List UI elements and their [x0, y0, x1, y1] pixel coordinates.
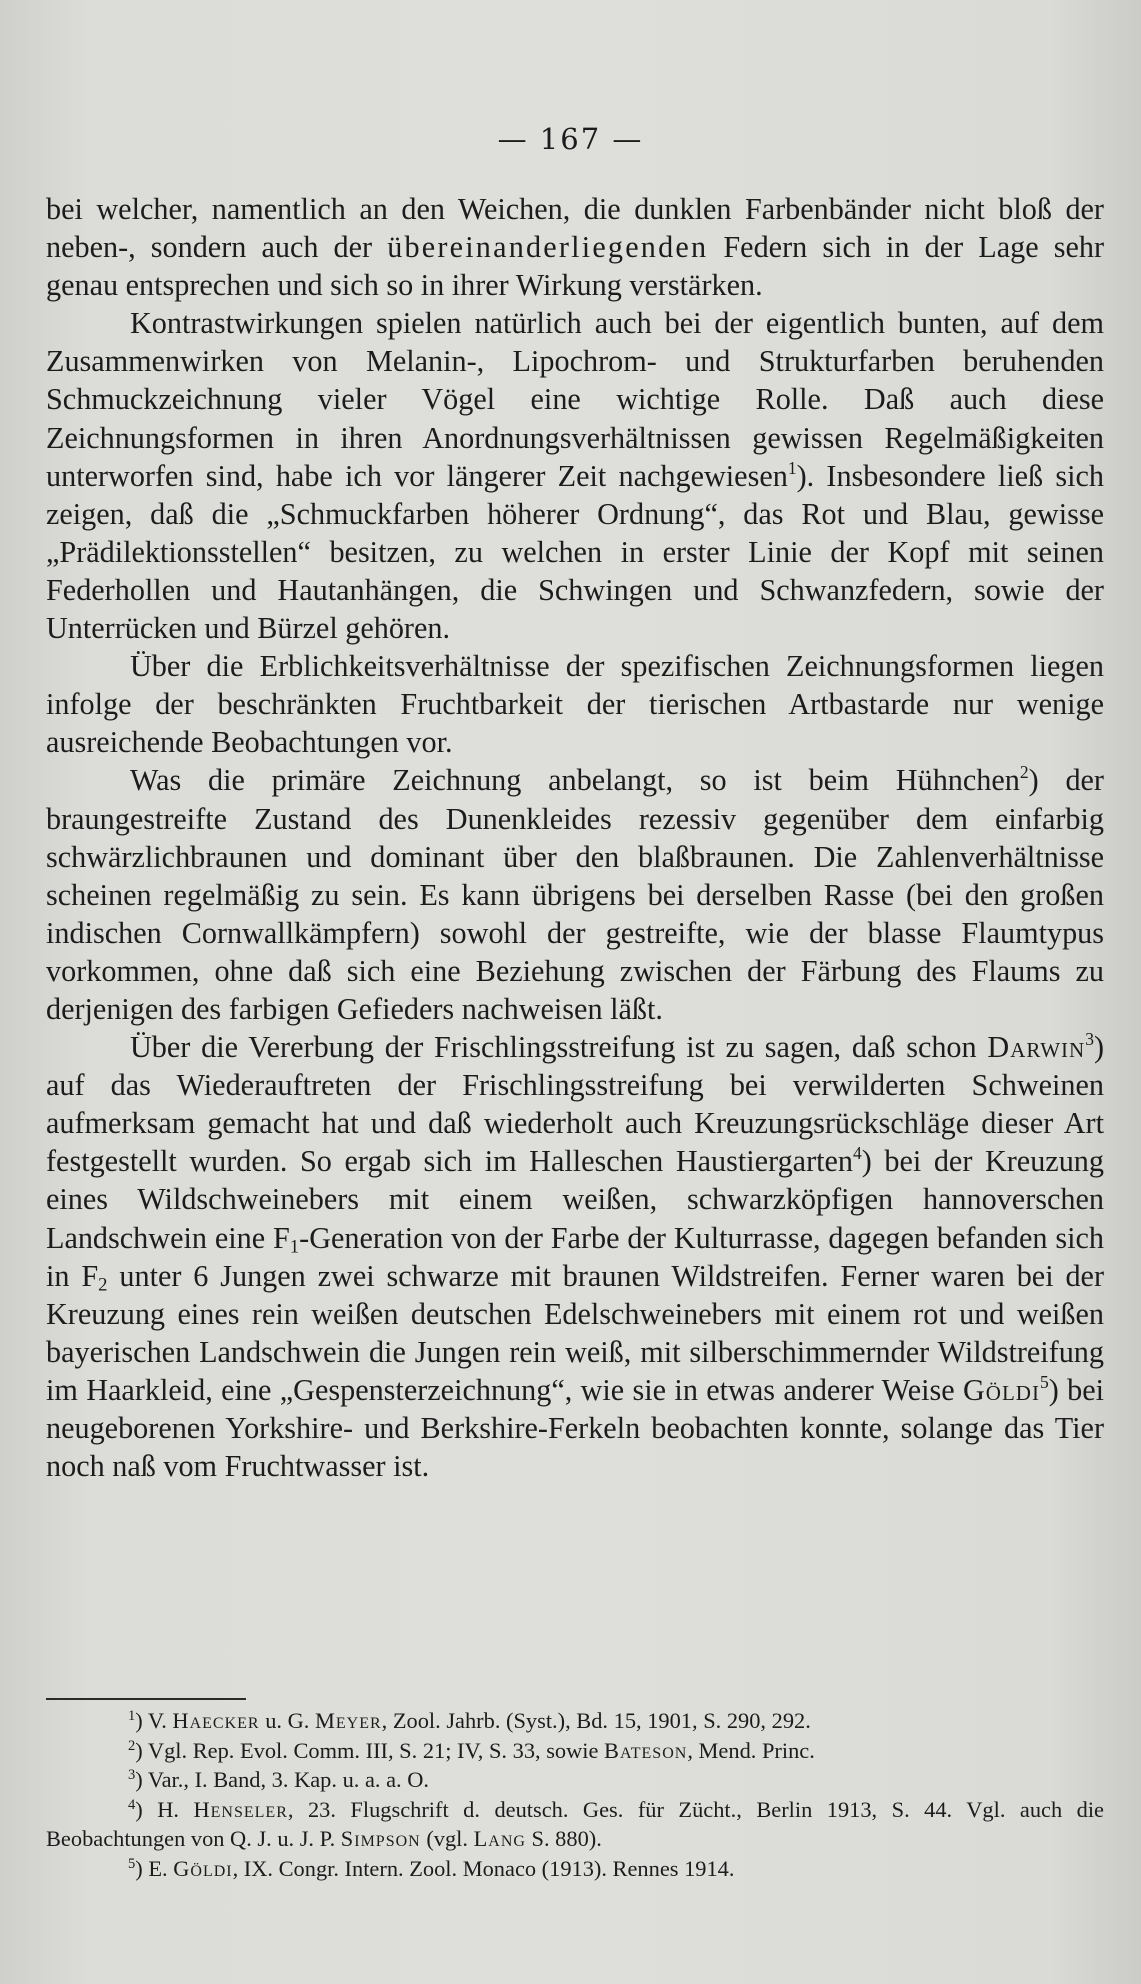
text-run: bei welcher, namentlich an den Weichen, die dunklen Farbenbänder nicht bloß der neben-, sondern auch der: [46, 192, 1104, 265]
author-name: Göldi: [963, 1372, 1040, 1407]
text-run: -Generation von der Farbe der Kulturrasse, dagegen befanden sich in F: [46, 1220, 1104, 1293]
footnotes: [46, 1706, 1104, 1883]
text-run: ) E.: [135, 1855, 174, 1881]
footnote-marker: 5: [128, 1855, 136, 1872]
footnote-marker: 2: [1019, 762, 1029, 783]
footnote-marker: 2: [128, 1737, 136, 1754]
author-name: Bateson: [604, 1737, 688, 1763]
text-run: Kontrastwirkungen spielen natürlich auch bei der eigentlich bunten, auf dem Zusammenwirken von Melanin-, Lipochrom- und Strukturfarben beruhenden Schmuckzeichnung vieler Vögel eine wichtige Rolle. Daß auch diese Zeichnungsformen in ihren Anordnungsverhältnissen gewissen Regelmäßigkeiten unterworfen sind, habe ich vor längerer Zeit nachgewiesen: [46, 306, 1104, 493]
footnote-marker: 4: [853, 1143, 862, 1164]
text-run: Über die Erblichkeitsverhältnisse der spezifischen Zeichnungsformen liegen infolge der beschränkten Fruchtbarkeit der tierischen Artbastarde nur wenige ausreichende Beobachtungen vor.: [46, 649, 1104, 760]
text-run: ) Var., I. Band, 3. Kap. u. a. a. O.: [135, 1767, 429, 1792]
text-run: , IX. Congr. Intern. Zool. Monaco (1913). Rennes 1914.: [232, 1855, 735, 1881]
page-number: — 167 —: [497, 122, 644, 156]
subscript: 1: [289, 1236, 300, 1258]
footnote-marker: 3: [128, 1767, 136, 1783]
text-run: ) bei der Kreuzung eines Wildschweinebers mit einem weißen, schwarzköpfigen hannoverschen Landschwein eine F: [46, 1144, 1104, 1255]
footnote: [46, 1765, 1104, 1795]
author-name: Simpson: [340, 1826, 421, 1851]
text-run: ) der braungestreifte Zustand des Dunenkleides rezessiv gegenüber dem einfarbig schwärzlichbraunen und dominant über den blaßbraunen. Die Zahlenverhältnisse scheinen regelmäßig zu sein. Es kann übrigens bei derselben Rasse (bei den großen indischen Cornwallkämpfern) sowohl der gestreifte, wie der blasse Flaumtypus vorkommen, ohne daß sich eine Beziehung zwischen der Färbung des Flaums zu derjenigen des farbigen Gefieders nachweisen läßt.: [46, 763, 1104, 1026]
text-run: Federn sich in der Lage sehr genau entsprechen und sich so in ihrer Wirkung verstärken.: [46, 230, 1104, 303]
author-name: Darwin: [987, 1030, 1086, 1065]
footnote-marker: 5: [1039, 1371, 1049, 1392]
body-text: [46, 190, 1104, 1485]
paragraph: [46, 304, 1104, 647]
author-name: Lang: [473, 1826, 526, 1851]
text-run: Was die primäre Zeichnung anbelangt, so ist beim Hühnchen: [130, 763, 1020, 798]
text-run: (vgl.: [420, 1826, 474, 1851]
paragraph: [46, 761, 1104, 1028]
text-run: unter 6 Jungen zwei schwarze mit braunen Wildstreifen. Ferner waren bei der Kreuzung eines rein weißen deutschen Edelschweinebers mit einem rot und weißen bayerischen Landschwein die Jungen rein weiß, mit silberschimmernder Wildstreifung im Haarkleid, eine „Gespensterzeichnung“, wie sie in etwas anderer Weise: [46, 1258, 1104, 1407]
text-run: , 23. Flugschrift d. deutsch. Ges. für Zücht., Berlin 1913, S. 44. Vgl. auch die Beobachtungen von Q. J. u. J. P.: [46, 1796, 1104, 1851]
footnote: [46, 1854, 1104, 1884]
author-name: Meyer: [314, 1708, 382, 1733]
text-run: Über die Vererbung der Frischlingsstreifung ist zu sagen, daß schon: [130, 1030, 988, 1065]
text-run: ) Vgl. Rep. Evol. Comm. III, S. 21; IV, S. 33, sowie: [135, 1737, 605, 1763]
footnote-marker: 3: [1085, 1028, 1094, 1049]
author-name: Henseler: [193, 1796, 288, 1822]
footnote: [46, 1706, 1104, 1736]
paragraph: [46, 647, 1104, 761]
text-run: ) H.: [135, 1796, 194, 1822]
text-run: ) bei neugeborenen Yorkshire- und Berkshire-Ferkeln beobachten konnte, solange das Tier noch naß vom Fruchtwasser ist.: [46, 1372, 1104, 1484]
footnote-marker: 1: [787, 457, 797, 478]
text-run: u. G.: [259, 1708, 315, 1733]
text-run: , Mend. Princ.: [687, 1737, 815, 1763]
footnote: [46, 1795, 1104, 1854]
footnote-marker: 1: [128, 1708, 136, 1724]
paragraph: [46, 190, 1104, 304]
paragraph: [46, 1028, 1104, 1485]
footnote-marker: 4: [128, 1796, 136, 1813]
text-run: ) V.: [135, 1708, 173, 1733]
author-name: Göldi: [173, 1855, 233, 1881]
emphasized-text: übereinanderliegenden: [387, 230, 709, 265]
text-run: ). Insbesondere ließ sich zeigen, daß die „Schmuckfarben höherer Ordnung“, das Rot und Blau, gewisse „Prädilektionsstellen“ besitzen, zu welchen in erster Linie der Kopf mit seinen Federhollen und Hautanhängen, die Schwingen und Schwanzfedern, sowie der Unterrücken und Bürzel gehören.: [46, 458, 1104, 646]
footnote: [46, 1736, 1104, 1766]
text-run: S. 880).: [525, 1826, 602, 1851]
footnote-separator: [46, 1698, 246, 1700]
subscript: 2: [98, 1274, 108, 1296]
text-run: ) auf das Wiederauftreten der Frischlingsstreifung bei verwilderten Schweinen aufmerksam gemacht hat und daß wiederholt auch Kreuzungsrückschläge dieser Art festgestellt wurden. So ergab sich im Halleschen Haustiergarten: [46, 1030, 1104, 1179]
text-run: , Zool. Jahrb. (Syst.), Bd. 15, 1901, S. 290, 292.: [381, 1708, 811, 1733]
author-name: Haecker: [172, 1708, 260, 1733]
